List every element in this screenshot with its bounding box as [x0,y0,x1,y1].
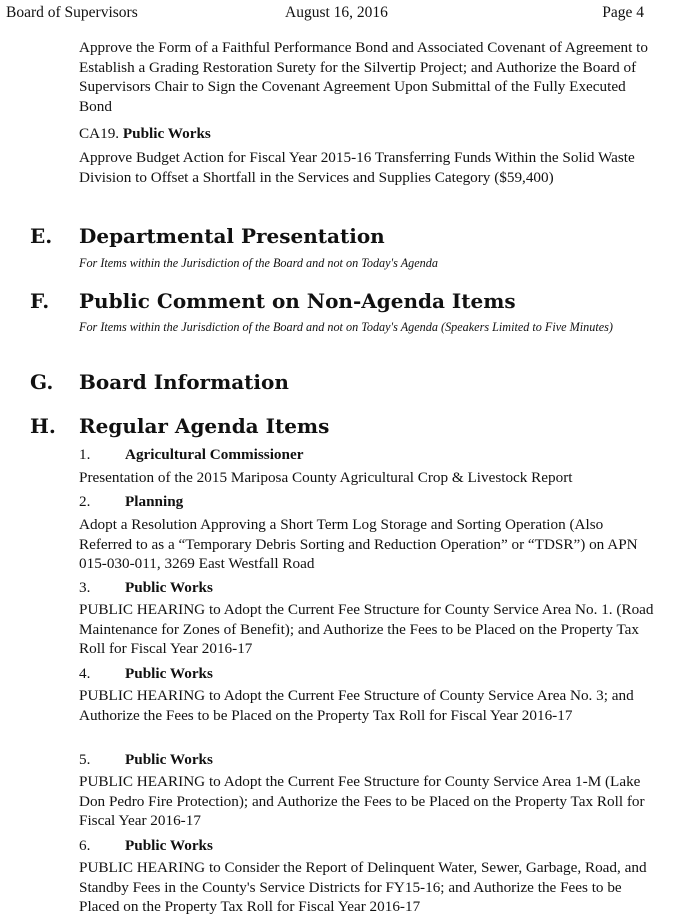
section-g-heading [30,370,289,394]
section-f-heading [30,289,516,313]
section-h-letter: H. [30,414,56,438]
agenda-item-1-text: Presentation of the 2015 Mariposa County Agricultural Crop & Livestock Report [79,469,573,486]
section-h-title: Regular Agenda Items [79,414,330,438]
header-page-number: Page 4 [602,4,644,21]
agenda-item-number: 2. [79,493,91,510]
agenda-item-number: 5. [79,751,91,768]
agenda-item-department: Public Works [125,665,213,682]
ca19-number: CA19. [79,125,120,142]
ca19-department: Public Works [122,125,211,142]
agenda-item-department: Public Works [125,837,213,854]
ca19-text: Approve Budget Action for Fiscal Year 2015-16 Transferring Funds Within the Solid Waste Division to Offset a Shortfall in the Services and Supplies Category ($59,400) [79,149,635,186]
ca19-heading [79,124,211,143]
agenda-item-department: Planning [125,493,184,510]
section-h-heading [30,414,329,438]
agenda-item-3-heading [79,578,213,597]
agenda-item-number: 4. [79,665,91,682]
agenda-item-4-heading [79,664,213,683]
agenda-item-number: 3. [79,579,91,596]
section-e-letter: E. [30,224,53,248]
section-g-title: Board Information [79,370,289,394]
section-g-letter: G. [30,370,54,394]
agenda-item-2-heading [79,492,183,511]
agenda-item-1-heading [79,445,303,464]
section-e-title: Departmental Presentation [79,224,385,248]
section-f-note: For Items within the Jurisdiction of the Board and not on Today's Agenda (Speakers Limited to Five Minutes) [79,320,613,334]
agenda-item-5-text: PUBLIC HEARING to Adopt the Current Fee Structure for County Service Area 1-M (Lake Don Pedro Fire Protection); and Authorize the Fees to be Placed on the Property Tax Roll for Fiscal Year 2016-17 [79,773,645,829]
agenda-item-2-text: Adopt a Resolution Approving a Short Term Log Storage and Sorting Operation (Also Referred to as a “Temporary Debris Sorting and Reduction Operation” or “TDSR”) on APN 015-030-011, 3269 East Westfall Road [79,516,638,572]
agenda-item-department: Public Works [125,751,213,768]
page-header [6,4,644,24]
section-f-letter: F. [30,289,50,313]
continued-item-text: Approve the Form of a Faithful Performance Bond and Associated Covenant of Agreement to Establish a Grading Restoration Surety for the Silvertip Project; and Authorize the Board of Supervisors Chair to Sign the Covenant Agreement Upon Submittal of the Fully Executed Bond [79,39,648,115]
agenda-item-5-heading [79,750,213,769]
section-f-title: Public Comment on Non-Agenda Items [79,289,516,313]
agenda-item-6-text: PUBLIC HEARING to Consider the Report of Delinquent Water, Sewer, Garbage, Road, and Standby Fees in the County's Service Districts for FY15-16; and Authorize the Fees to be Placed on the Property Tax Roll for Fiscal Year 2016-17 [79,859,647,915]
agenda-item-3-text: PUBLIC HEARING to Adopt the Current Fee Structure for County Service Area No. 1. (Road Maintenance for Zones of Benefit); and Authorize the Fees to be Placed on the Property Tax Roll for Fiscal Year 2016-17 [79,601,654,657]
section-e-note: For Items within the Jurisdiction of the Board and not on Today's Agenda [79,256,438,270]
agenda-item-6-heading [79,836,213,855]
header-board-name: Board of Supervisors [6,4,138,21]
agenda-item-department: Public Works [125,579,213,596]
section-e-heading [30,224,385,248]
agenda-item-number: 6. [79,837,91,854]
agenda-item-department: Agricultural Commissioner [125,446,304,463]
header-date: August 16, 2016 [285,4,388,21]
agenda-item-number: 1. [79,446,91,463]
agenda-item-4-text: PUBLIC HEARING to Adopt the Current Fee Structure of County Service Area No. 3; and Authorize the Fees to be Placed on the Property Tax Roll for Fiscal Year 2016-17 [79,687,634,724]
